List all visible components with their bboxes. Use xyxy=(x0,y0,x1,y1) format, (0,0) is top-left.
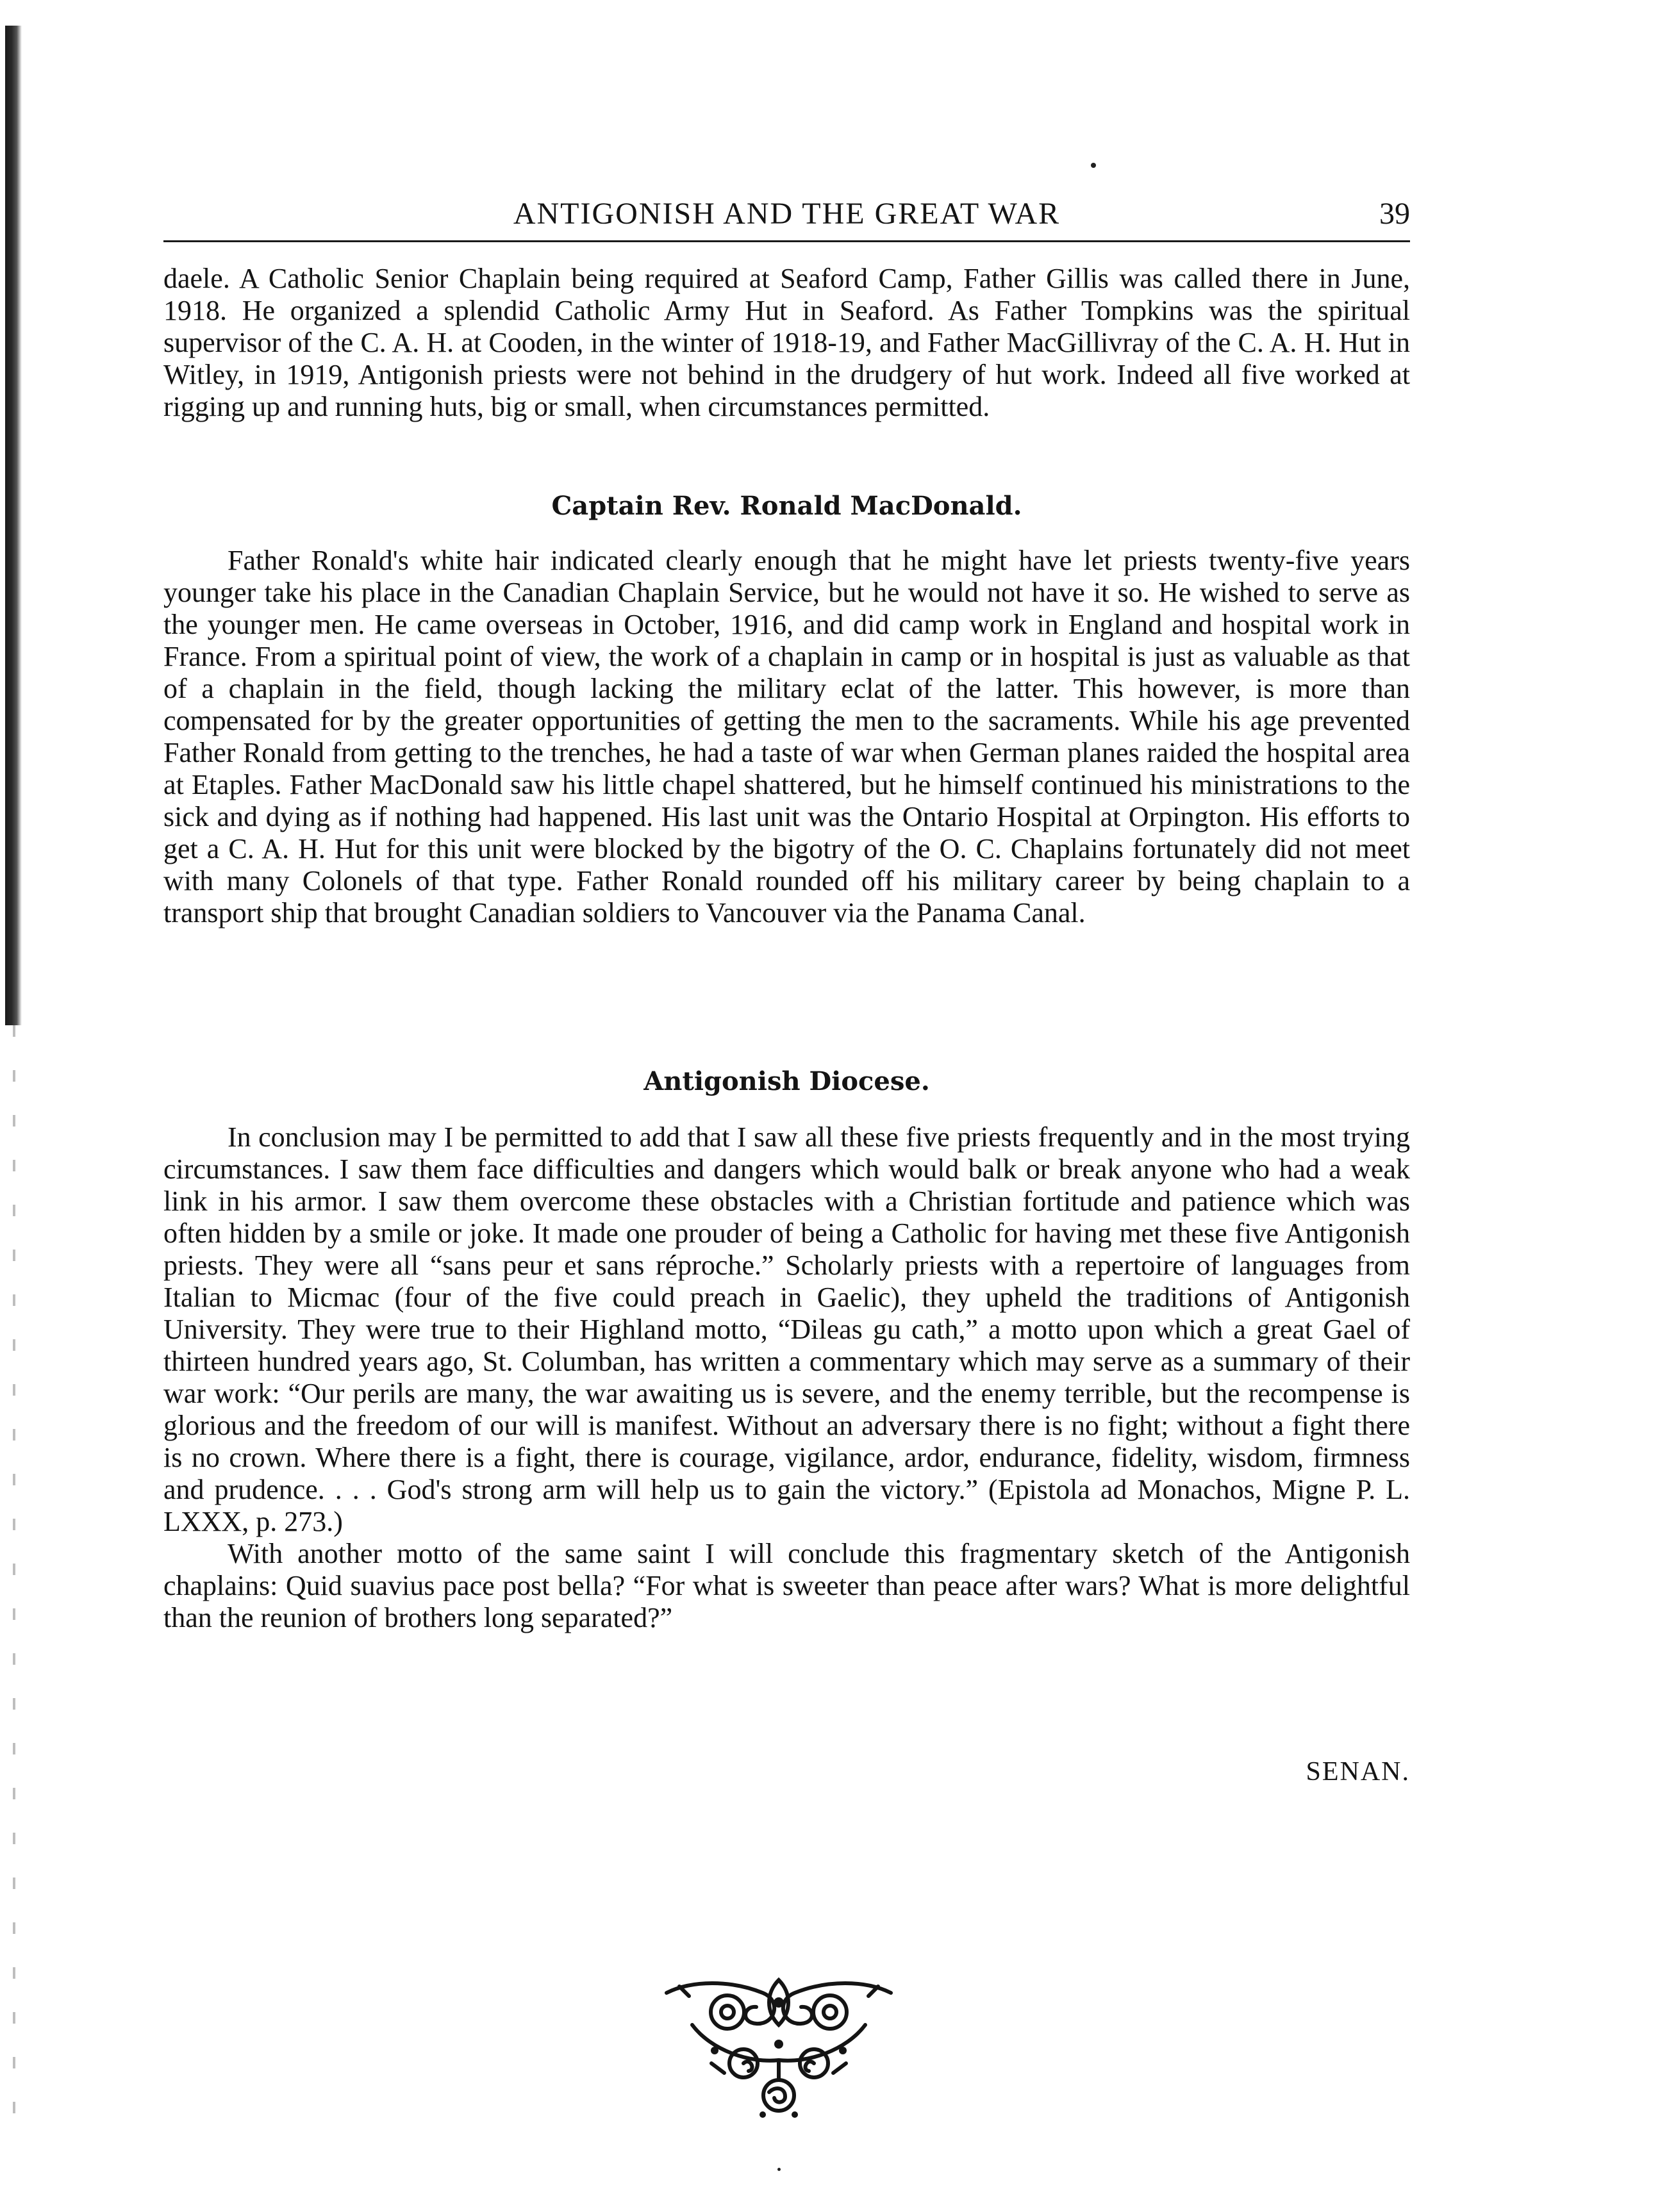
scan-speck xyxy=(1091,163,1096,168)
section-heading-antigonish-diocese: Antigonish Diocese. xyxy=(643,1066,930,1096)
paragraph-conclusion xyxy=(163,1121,1410,1634)
page-header xyxy=(163,187,1410,238)
paragraph-text: In conclusion may I be permitted to add that I saw all these five priests frequently and in the most trying circumstances. I saw them face difficulties and dangers which would balk or break anyone who had a weak link in his armor. I saw them overcome these obstacles with a Christian fortitude and patience which was often hidden by a smile or joke. It made one prouder of being a Catholic for having met these five Antigonish priests. They were all “sans peur et sans réproche.” Scholarly priests with a repertoire of languages from Italian to Micmac (four of the five could preach in Gaelic), they upheld the traditions of Antigonish University. They were true to their Highland motto, “Dileas gu cath,” a motto upon which a great Gael of thirteen hundred years ago, St. Columban, has written a commentary which may serve as a summary of their war work: “Our perils are many, the war awaiting us is severe, and the enemy terrible, but the recompense is glorious and the freedom of our will is manifest. Without an adversary there is no fight; without a fight there is no crown. Where there is a fight, there is courage, vigilance, ardor, endurance, fidelity, wisdom, firmness and prudence. . . . God's strong arm will help us to gain the victory.” (Epistola ad Monachos, Migne P. L. LXXX, p. 273.) xyxy=(163,1121,1410,1537)
page-number: 39 xyxy=(1379,197,1410,231)
paragraph-text: daele. A Catholic Senior Chaplain being required at Seaford Camp, Father Gillis was called there in June, 1918. He organized a splendid Catholic Army Hut in Seaford. As Father Tompkins was the spiritual supervisor of the C. A. H. at Cooden, in the winter of 1918-19, and Father MacGillivray of the C. A. H. Hut in Witley, in 1919, Antigonish priests were not behind in the drudgery of hut work. Indeed all five worked at rigging up and running huts, big or small, when circumstances permitted. xyxy=(163,263,1410,422)
paragraph-text: Father Ronald's white hair indicated clearly enough that he might have let priests twenty-five years younger take his place in the Canadian Chaplain Service, but he would not have it so. He wished to serve as the younger men. He came overseas in October, 1916, and did camp work in England and hospital work in France. From a spiritual point of view, the work of a chaplain in camp or in hospital is just as valuable as that of a chaplain in the field, though lacking the military eclat of the latter. This however, is more than compensated for by the greater opportunities of getting the men to the sacraments. While his age prevented Father Ronald from getting to the trenches, he had a taste of war when German planes raided the hospital area at Etaples. Father MacDonald saw his little chapel shattered, but he himself continued his ministrations to the sick and dying as if nothing had happened. His last unit was the Ontario Hospital at Orpington. His efforts to get a C. A. H. Hut for this unit were blocked by the bigotry of the O. C. Chaplains fortunately did not meet with many Colonels of that type. Father Ronald rounded off his military career by being chaplain to a transport ship that brought Canadian soldiers to Vancouver via the Panama Canal. xyxy=(163,545,1410,929)
header-rule xyxy=(163,240,1410,242)
paragraph-text: With another motto of the same saint I will conclude this fragmentary sketch of the Antigonish chaplains: Quid suavius pace post bella? “For what is sweeter than peace after wars? What is more delightful than the reunion of brothers long separated?” xyxy=(163,1538,1410,1633)
floral-tailpiece-icon xyxy=(654,1967,904,2124)
author-signature: SENAN. xyxy=(1306,1757,1410,1787)
paragraph-father-ronald xyxy=(163,545,1410,929)
scan-speck xyxy=(777,2168,781,2171)
running-title: ANTIGONISH AND THE GREAT WAR xyxy=(513,197,1061,231)
paragraph-hut-work xyxy=(163,263,1410,423)
scan-binding-edge xyxy=(5,26,22,1025)
scan-edge-marks xyxy=(13,1025,15,2127)
section-heading-ronald-macdonald: Captain Rev. Ronald MacDonald. xyxy=(551,491,1022,521)
